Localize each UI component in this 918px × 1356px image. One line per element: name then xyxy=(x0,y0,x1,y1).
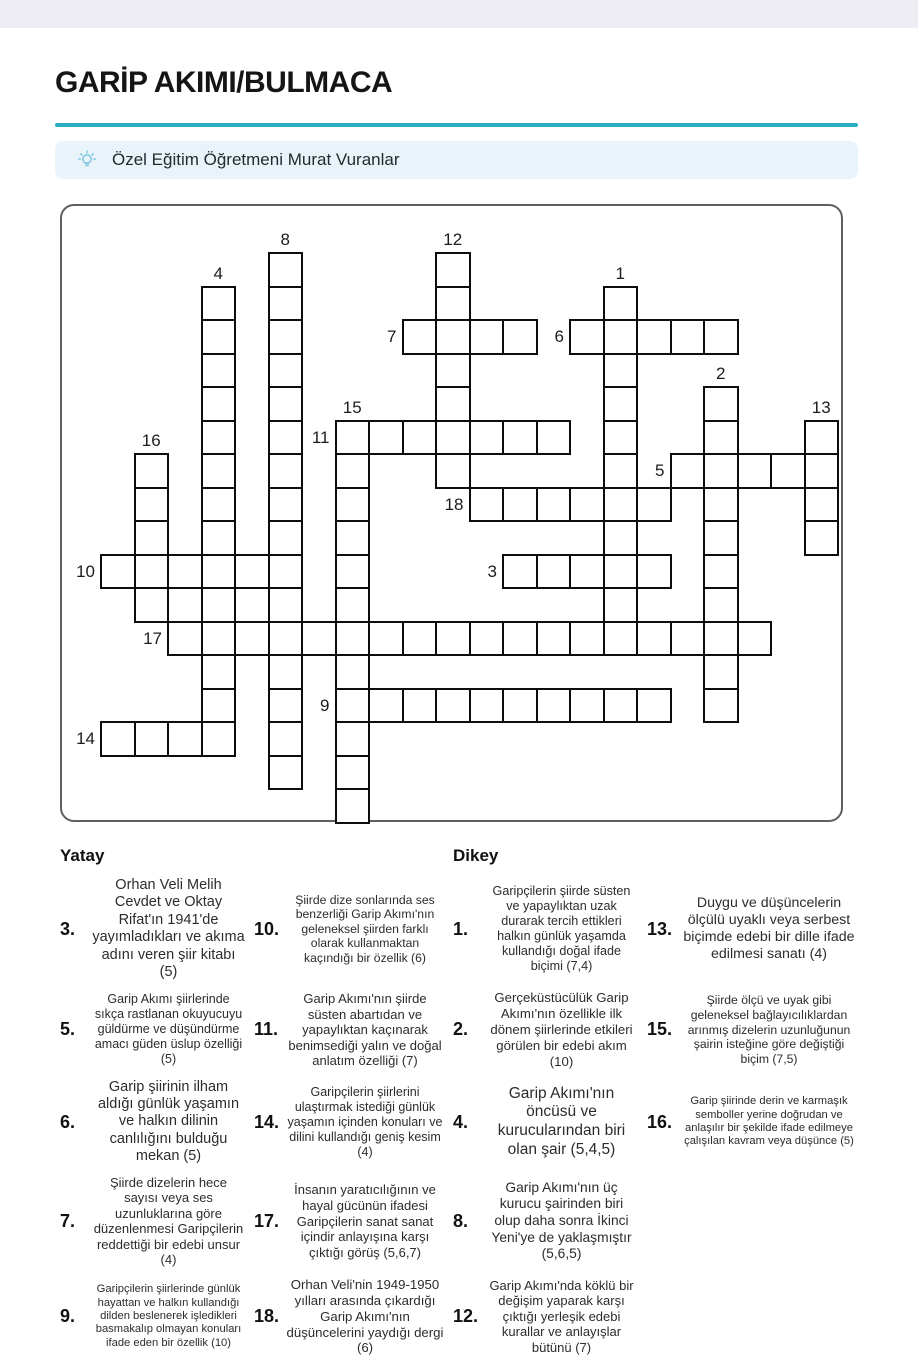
clue-text: Garip Akımı'nda köklü bir değişim yaparak karşı çıktığı yerleşik edebi kurallar ve anlayışlar bütünü (7) xyxy=(489,1277,634,1356)
crossword-cell xyxy=(636,319,672,355)
crossword-cell xyxy=(335,520,371,556)
crossword-cell xyxy=(703,453,739,489)
crossword-cell xyxy=(536,621,572,657)
clue-number: 12. xyxy=(453,1306,479,1327)
crossword-cell xyxy=(502,420,538,456)
crossword-cell xyxy=(670,319,706,355)
crossword-cell xyxy=(268,453,304,489)
crossword-cell xyxy=(603,386,639,422)
across-header: Yatay xyxy=(60,846,105,865)
clue-number: 8. xyxy=(453,1210,469,1231)
crossword-cell xyxy=(502,487,538,523)
crossword-cell xyxy=(167,621,203,657)
crossword-cell xyxy=(134,520,170,556)
crossword-cell xyxy=(536,487,572,523)
crossword-cell xyxy=(268,319,304,355)
grid-number-5: 5 xyxy=(655,461,665,480)
crossword-cell xyxy=(234,554,270,590)
clue-item-down-13 xyxy=(647,877,859,981)
clue-number: 10. xyxy=(254,918,280,939)
crossword-cell xyxy=(134,453,170,489)
clue-text: Garip Akımı'nın öncüsü ve kurucularından biri olan şair (5,4,5) xyxy=(497,1084,626,1158)
clue-text: Orhan Veli Melih Cevdet ve Oktay Rifat'ın 1941'de yayımladıkları ve akıma adını veren şiir kitabı (5) xyxy=(92,877,245,980)
crossword-cell xyxy=(636,621,672,657)
top-strip xyxy=(0,0,918,28)
clue-text: Garip Akımı şiirlerinde sıkça rastlanan okuyucuyu güldürme ve düşündürme amacı güden üslup özelliği (5) xyxy=(94,992,243,1067)
crossword-cell xyxy=(335,688,371,724)
crossword-cell xyxy=(737,453,773,489)
crossword-cell xyxy=(335,420,371,456)
crossword-cell xyxy=(268,420,304,456)
crossword-cell xyxy=(569,621,605,657)
lightbulb-icon xyxy=(75,148,99,172)
crossword-cell xyxy=(268,520,304,556)
crossword-cell xyxy=(435,420,471,456)
clue-text: Garip Akımı'nın üç kurucu şairinden biri olup daha sonra İkinci Yeni'ye de yaklaşmıştır (5,6,5) xyxy=(491,1179,632,1262)
clue-text: Garip şiirinin ilham aldığı günlük yaşamın ve halkın dilinin canlılığını bulduğu mekan (5) xyxy=(97,1078,240,1165)
crossword-cell xyxy=(536,554,572,590)
crossword-cell xyxy=(335,587,371,623)
crossword-cell xyxy=(502,621,538,657)
crossword-cell xyxy=(201,319,237,355)
crossword-cell xyxy=(335,487,371,523)
grid-number-4: 4 xyxy=(213,263,223,283)
down-header: Dikey xyxy=(453,846,499,865)
crossword-cell xyxy=(703,587,739,623)
clue-number: 3. xyxy=(60,918,76,939)
crossword-cell xyxy=(569,319,605,355)
clue-number: 9. xyxy=(60,1306,76,1327)
grid-number-1: 1 xyxy=(615,263,625,283)
clue-text: Şiirde ölçü ve uyak gibi geleneksel bağlayıcılıklardan arınmış dizelerin uzunluğunun şairin isteğine göre değiştiği biçim (7,5) xyxy=(687,993,851,1066)
crossword-cell xyxy=(335,755,371,791)
crossword-cell xyxy=(603,520,639,556)
clue-text: Garip şiirinde derin ve karmaşık semboller yerine doğrudan ve anlaşılır bir şekilde ifade edilmeye çalışılan kavram veya düşünce (5) xyxy=(684,1095,854,1148)
crossword-cell xyxy=(469,487,505,523)
clue-item-down-15 xyxy=(647,990,859,1069)
crossword-cell xyxy=(703,621,739,657)
crossword-cell xyxy=(636,554,672,590)
crossword-cell xyxy=(469,688,505,724)
crossword-cell xyxy=(402,621,438,657)
crossword-cell xyxy=(268,721,304,757)
crossword-cell xyxy=(603,453,639,489)
clue-item-across-10 xyxy=(254,877,444,981)
grid-number-3: 3 xyxy=(487,561,497,581)
crossword-cell xyxy=(603,621,639,657)
clue-item-down-1 xyxy=(453,877,638,981)
clue-item-across-6 xyxy=(60,1079,245,1166)
grid-number-18: 18 xyxy=(444,494,464,514)
clue-number: 18. xyxy=(254,1306,280,1327)
byline-banner xyxy=(55,141,858,179)
clue-text: Garipçilerin şiirlerini ulaştırmak istediği günlük yaşamın içinden konuları ve dilini kullandığı geniş kesim (4) xyxy=(287,1084,443,1159)
crossword-cell xyxy=(603,353,639,389)
crossword-cell xyxy=(569,487,605,523)
clue-number: 16. xyxy=(647,1111,673,1132)
grid-number-17: 17 xyxy=(143,628,162,648)
clue-number: 4. xyxy=(453,1111,469,1132)
crossword-cell xyxy=(201,487,237,523)
crossword-cell xyxy=(804,453,840,489)
crossword-cell xyxy=(201,554,237,590)
clue-item-down-2 xyxy=(453,990,638,1069)
clue-number: 13. xyxy=(647,918,673,939)
crossword-cell xyxy=(201,353,237,389)
crossword-cell xyxy=(335,554,371,590)
clue-number: 6. xyxy=(60,1111,76,1132)
crossword-cell xyxy=(636,688,672,724)
crossword-cell xyxy=(234,621,270,657)
clue-item-down-12 xyxy=(453,1277,638,1356)
clue-item-down-4 xyxy=(453,1079,638,1166)
crossword-cell xyxy=(134,587,170,623)
crossword-cell xyxy=(536,420,572,456)
page-title: GARİP AKIMI/BULMACA xyxy=(55,66,393,99)
clue-item-across-9 xyxy=(60,1277,245,1356)
accent-divider xyxy=(55,123,858,127)
crossword-cell xyxy=(268,386,304,422)
clue-text: Garipçilerin şiirde süsten ve yapaylıktan uzak durarak tercih ettikleri halkın günlük yaşamda kullandığı doğal ifade biçimi (7,4) xyxy=(492,883,631,974)
crossword-cell xyxy=(134,721,170,757)
crossword-cell xyxy=(335,621,371,657)
crossword-cell xyxy=(435,252,471,288)
crossword-cell xyxy=(201,453,237,489)
crossword-cell xyxy=(435,453,471,489)
crossword-cell xyxy=(368,621,404,657)
crossword-cell xyxy=(703,487,739,523)
crossword-cell xyxy=(335,654,371,690)
crossword-cell xyxy=(469,621,505,657)
crossword-cell xyxy=(201,520,237,556)
clue-number: 11. xyxy=(254,1019,279,1040)
crossword-cell xyxy=(435,688,471,724)
crossword-cell xyxy=(268,353,304,389)
crossword-cell xyxy=(201,286,237,322)
grid-number-6: 6 xyxy=(554,327,564,346)
grid-number-11: 11 xyxy=(311,427,330,447)
clue-item-across-3 xyxy=(60,877,245,981)
crossword-cell xyxy=(670,453,706,489)
crossword-cell xyxy=(335,721,371,757)
crossword-grid xyxy=(60,204,843,822)
crossword-cell xyxy=(201,587,237,623)
clue-text: İnsanın yaratıcılığının ve hayal gücünün ifadesi Garipçilerin sanat sanat içindir anlayışına karşı çıktığı görüş (5,6,7) xyxy=(294,1182,436,1260)
clue-number: 15. xyxy=(647,1019,673,1040)
crossword-cell xyxy=(201,688,237,724)
crossword-cell xyxy=(402,319,438,355)
clue-number: 7. xyxy=(60,1210,76,1231)
crossword-cell xyxy=(402,688,438,724)
crossword-cell xyxy=(268,688,304,724)
crossword-cell xyxy=(368,688,404,724)
crossword-cell xyxy=(201,621,237,657)
crossword-cell xyxy=(268,487,304,523)
crossword-cell xyxy=(335,453,371,489)
crossword-cell xyxy=(469,319,505,355)
crossword-cell xyxy=(268,654,304,690)
crossword-cell xyxy=(603,688,639,724)
grid-number-12: 12 xyxy=(443,230,463,249)
crossword-cell xyxy=(737,621,773,657)
clue-item-across-7 xyxy=(60,1175,245,1269)
crossword-cell xyxy=(402,420,438,456)
byline-text: Özel Eğitim Öğretmeni Murat Vuranlar xyxy=(112,150,400,169)
clue-text: Garipçilerin şiirlerinde günlük hayattan ve halkın kullandığı dilden beslenerek işledikleri basmakalıp olmayan konuları ifade eden bir özellik (10) xyxy=(95,1283,242,1349)
crossword-cell xyxy=(335,788,371,824)
crossword-cell xyxy=(703,520,739,556)
crossword-cell xyxy=(435,286,471,322)
crossword-cell xyxy=(804,520,840,556)
crossword-cell xyxy=(502,688,538,724)
clue-number: 5. xyxy=(60,1019,76,1040)
crossword-cell xyxy=(268,554,304,590)
crossword-cell xyxy=(603,420,639,456)
grid-number-7: 7 xyxy=(387,327,397,346)
crossword-cell xyxy=(703,554,739,590)
grid-number-10: 10 xyxy=(76,561,95,581)
crossword-cell xyxy=(670,621,706,657)
grid-number-14: 14 xyxy=(76,729,95,748)
crossword-cell xyxy=(603,587,639,623)
grid-number-15: 15 xyxy=(342,397,362,417)
crossword-cell xyxy=(268,286,304,322)
clue-number: 1. xyxy=(453,918,469,939)
clue-number: 17. xyxy=(254,1210,280,1231)
crossword-cell xyxy=(201,420,237,456)
clue-text: Şiirde dize sonlarında ses benzerliği Garip Akımı'nın geleneksel şiirden farklı olarak kullanmaktan kaçındığı bir özellik (6) xyxy=(295,892,435,966)
crossword-cell xyxy=(435,353,471,389)
crossword-cell xyxy=(569,688,605,724)
crossword-cell xyxy=(268,252,304,288)
clues-section xyxy=(60,846,862,1356)
crossword-cell xyxy=(770,453,806,489)
clue-item-across-11 xyxy=(254,990,444,1069)
crossword-cell xyxy=(603,319,639,355)
clue-text: Şiirde dizelerin hece sayısı veya ses uzunluklarına göre düzenlenmesi Garipçilerin reddettiği bir edebi unsur (4) xyxy=(93,1174,244,1268)
clue-text: Gerçeküstücülük Garip Akımı'nın özellikle ilk dönem şiirlerinde etkileri görülen bir edebi akım (10) xyxy=(490,990,633,1069)
crossword-cell xyxy=(301,621,337,657)
clue-item-across-14 xyxy=(254,1079,444,1166)
crossword-cell xyxy=(435,319,471,355)
crossword-cell xyxy=(100,554,136,590)
crossword-cell xyxy=(636,487,672,523)
crossword-cell xyxy=(368,420,404,456)
crossword-cell xyxy=(268,755,304,791)
clue-item-across-5 xyxy=(60,990,245,1069)
clue-text: Duygu ve düşüncelerin ölçülü uyaklı veya serbest biçimde edebi bir dille ifade edilmesi sanatı (4) xyxy=(683,895,855,963)
grid-number-13: 13 xyxy=(811,397,831,417)
clue-item-down-8 xyxy=(453,1175,638,1269)
clue-number: 2. xyxy=(453,1019,469,1040)
crossword-cell xyxy=(134,554,170,590)
crossword-cell xyxy=(603,487,639,523)
grid-number-8: 8 xyxy=(280,230,290,249)
crossword-cell xyxy=(435,386,471,422)
crossword-cell xyxy=(804,487,840,523)
crossword-cell xyxy=(703,688,739,724)
crossword-cell xyxy=(201,721,237,757)
crossword-cell xyxy=(603,286,639,322)
clue-text: Orhan Veli'nin 1949-1950 yılları arasında çıkardığı Garip Akımı'nın düşüncelerini yaydığı dergi (6) xyxy=(286,1277,444,1356)
crossword-cell xyxy=(100,721,136,757)
clue-text: Garip Akımı'nın şiirde süsten abartıdan ve yapaylıktan kaçınarak benimsediği yalın ve doğal anlatım özelliği (7) xyxy=(288,990,442,1069)
crossword-cell xyxy=(167,554,203,590)
crossword-cell xyxy=(703,420,739,456)
clue-number: 14. xyxy=(254,1111,280,1132)
crossword-cell xyxy=(703,386,739,422)
crossword-cell xyxy=(703,319,739,355)
crossword-cell xyxy=(804,420,840,456)
crossword-cell xyxy=(469,420,505,456)
crossword-cell xyxy=(201,654,237,690)
crossword-cell xyxy=(569,554,605,590)
grid-number-16: 16 xyxy=(141,431,161,450)
grid-number-9: 9 xyxy=(320,695,330,715)
crossword-cell xyxy=(536,688,572,724)
crossword-cell xyxy=(502,554,538,590)
clue-item-across-18 xyxy=(254,1277,444,1356)
crossword-cell xyxy=(201,386,237,422)
crossword-cell xyxy=(134,487,170,523)
grid-number-2: 2 xyxy=(716,364,726,383)
crossword-cell xyxy=(268,621,304,657)
crossword-cell xyxy=(435,621,471,657)
crossword-cell xyxy=(268,587,304,623)
crossword-cell xyxy=(603,554,639,590)
clue-item-across-17 xyxy=(254,1175,444,1269)
crossword-cell xyxy=(703,654,739,690)
clue-item-down-16 xyxy=(647,1079,859,1166)
crossword-cell xyxy=(167,721,203,757)
